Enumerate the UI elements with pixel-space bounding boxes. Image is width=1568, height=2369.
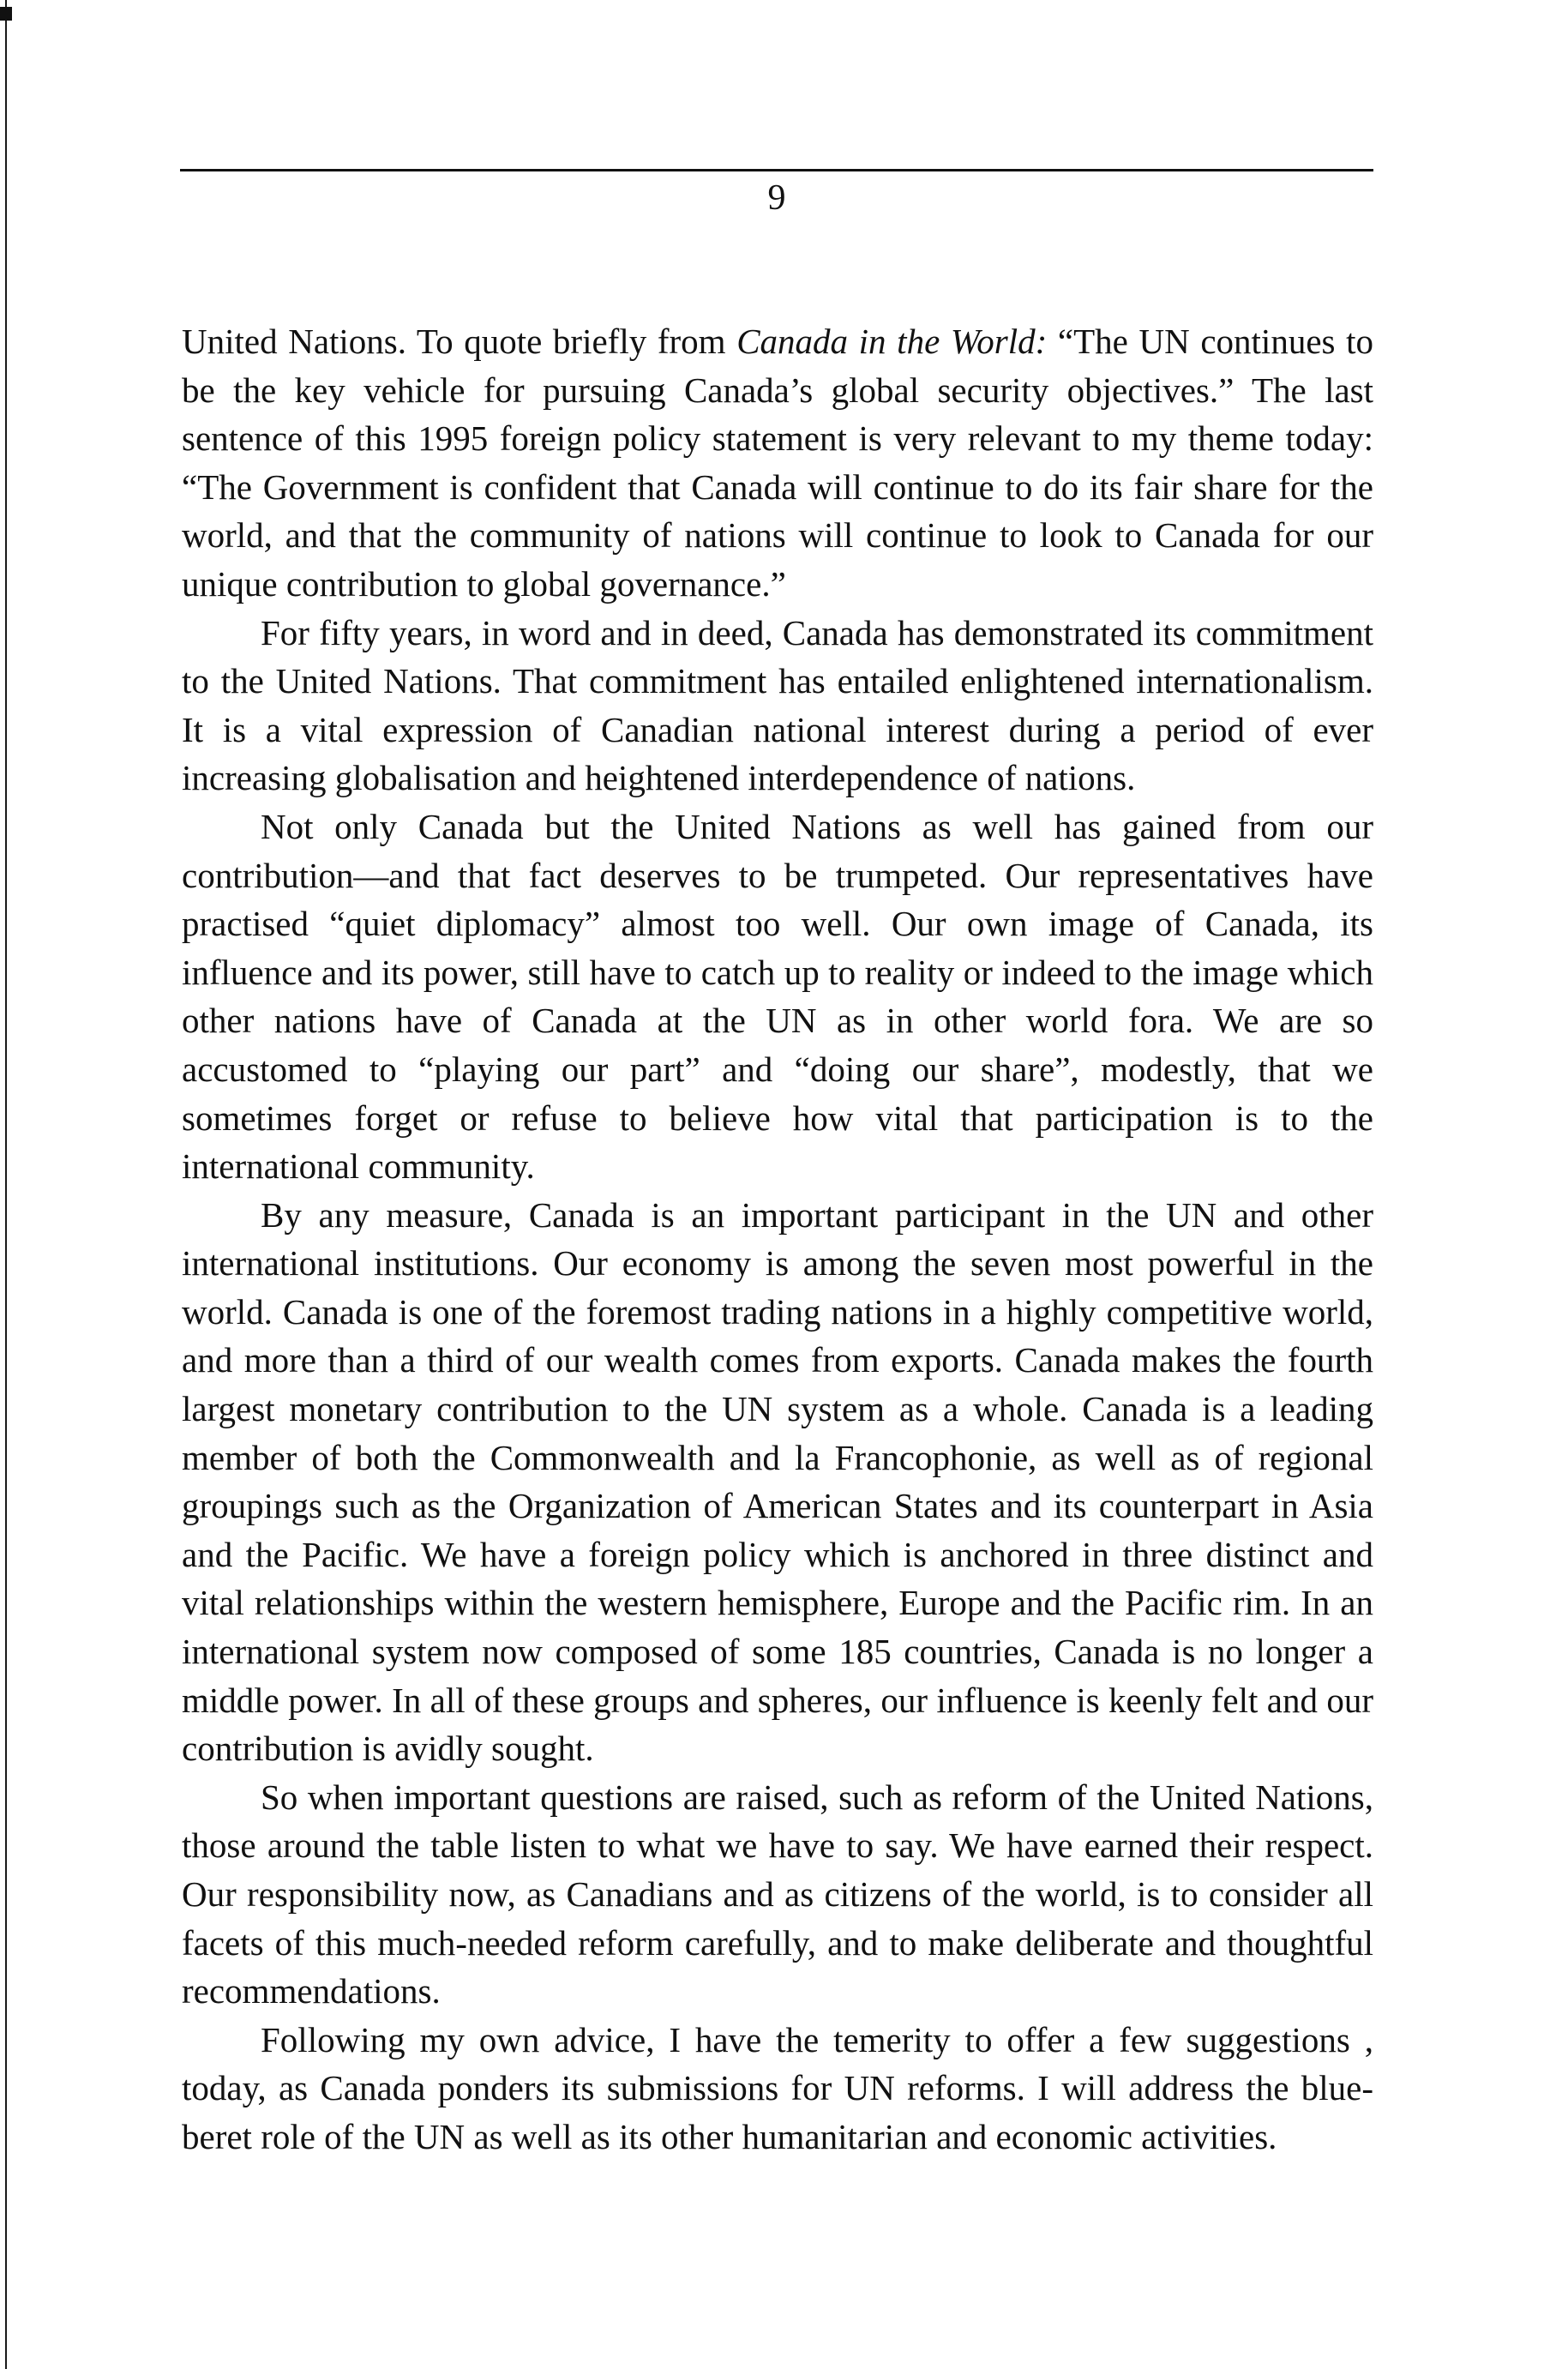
body-text: [182, 317, 1373, 2162]
paragraph-3: Not only Canada but the United Nations as well has gained from our contribution—and that fact deserves to be trumpeted. Our representatives have practised “quiet diplomacy” almost too well. Our own image of Canada, its influence and its power, still have to catch up to reality or indeed to the image which other nations have of Canada at the UN as in other world fora. We are so accustomed to “playing our part” and “doing our share”, modestly, that we sometimes forget or refuse to believe how vital that participation is to the international community.: [182, 806, 1373, 1187]
header-rule: [180, 169, 1373, 171]
paragraph-4: By any measure, Canada is an important participant in the UN and other international institutions. Our economy is among the seven most powerful in the world. Canada is one of the foremost trading nations in a highly competitive world, and more than a third of our wealth comes from exports. Canada makes the fourth largest monetary contribution to the UN system as a whole. Canada is a leading member of both the Commonwealth and la Francophonie, as well as of regional groupings such as the Organization of American States and its counterpart in Asia and the Pacific. We have a foreign policy which is anchored in three distinct and vital relationships within the western hemisphere, Europe and the Pacific rim. In an international system now composed of some 185 countries, Canada is no longer a middle power. In all of these groups and spheres, our influence is keenly felt and our contribution is avidly sought.: [182, 1194, 1373, 1769]
paragraph-5: So when important questions are raised, such as reform of the United Nations, those around the table listen to what we have to say. We have earned their respect. Our responsibility now, as Canadians and as citizens of the world, is to consider all facets of this much-needed reform carefully, and to make deliberate and thoughtful recommendations.: [182, 1777, 1373, 2011]
scan-edge-line: [5, 0, 7, 2369]
scan-edge-mark: [0, 7, 12, 21]
page-number: 9: [767, 178, 786, 218]
paragraph-1: [182, 317, 1373, 609]
paragraph-1-text-before: United Nations. To quote briefly from: [182, 322, 737, 361]
paragraph-6: Following my own advice, I have the temerity to offer a few suggestions , today, as Canada ponders its submissions for UN reforms. I will address the blue-beret role of the UN as well as its other humanitarian and economic activities.: [182, 2019, 1373, 2156]
book-title: Canada in the World:: [736, 322, 1048, 361]
paragraph-2: For fifty years, in word and in deed, Canada has demonstrated its commitment to the United Nations. That commitment has entailed enlightened internationalism. It is a vital expression of Canadian national interest during a period of ever increasing globalisation and heightened interdependence of nations.: [182, 612, 1373, 798]
paragraph-1-text-after: “The UN continues to be the key vehicle for pursuing Canada’s global security objectives.” The last sentence of this 1995 foreign policy statement is very relevant to my theme today: “The Government is confident that Canada will continue to do its fair share for the world, and that the community of nations will continue to look to Canada for our unique contribution to global governance.”: [182, 322, 1373, 604]
